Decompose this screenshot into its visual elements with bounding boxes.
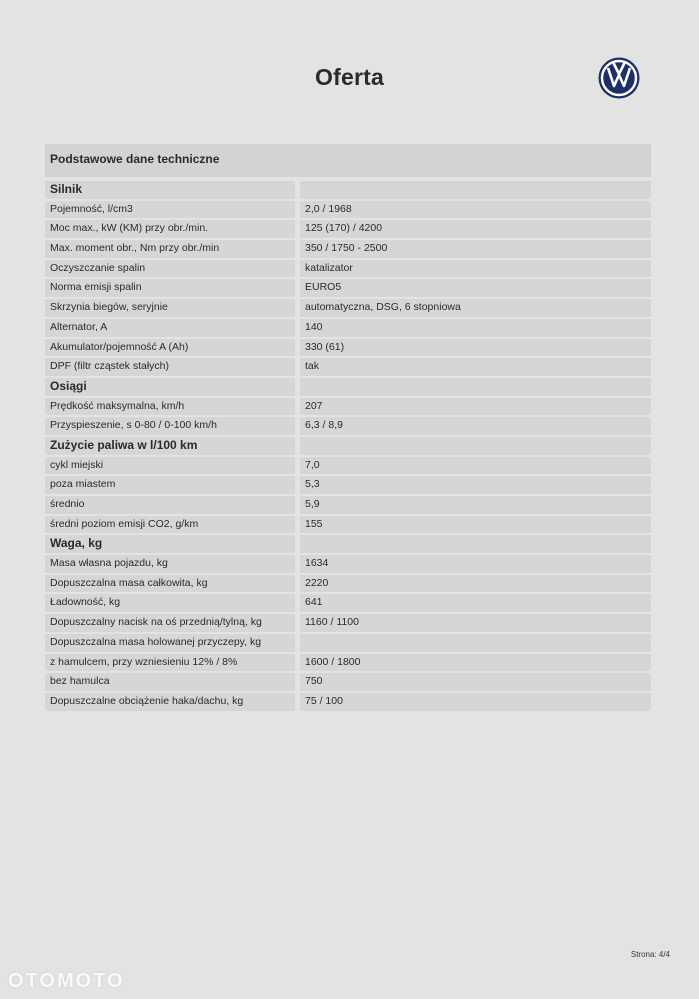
spec-value — [300, 378, 651, 396]
spec-value — [300, 535, 651, 553]
spec-value: 7,0 — [300, 457, 651, 475]
section-row — [45, 181, 651, 199]
spec-label: Przyspieszenie, s 0-80 / 0-100 km/h — [45, 417, 295, 435]
spec-row — [45, 634, 651, 652]
section-title: Silnik — [45, 181, 295, 199]
spec-value: 140 — [300, 319, 651, 337]
spec-value: 1160 / 1100 — [300, 614, 651, 632]
vw-logo-icon — [598, 57, 640, 99]
spec-row — [45, 496, 651, 514]
spec-row — [45, 279, 651, 297]
spec-label: Pojemność, l/cm3 — [45, 201, 295, 219]
spec-label: z hamulcem, przy wzniesieniu 12% / 8% — [45, 654, 295, 672]
spec-value: 350 / 1750 - 2500 — [300, 240, 651, 258]
spec-label: Dopuszczalne obciążenie haka/dachu, kg — [45, 693, 295, 711]
spec-label: Prędkość maksymalna, km/h — [45, 398, 295, 416]
section-row — [45, 437, 651, 455]
spec-rows — [45, 181, 651, 711]
section-row — [45, 378, 651, 396]
spec-value: 207 — [300, 398, 651, 416]
spec-label: Akumulator/pojemność A (Ah) — [45, 339, 295, 357]
spec-value: 75 / 100 — [300, 693, 651, 711]
spec-row — [45, 457, 651, 475]
spec-label: Ładowność, kg — [45, 594, 295, 612]
spec-row — [45, 594, 651, 612]
spec-label: Dopuszczalny nacisk na oś przednią/tylną, kg — [45, 614, 295, 632]
spec-row — [45, 299, 651, 317]
spec-row — [45, 398, 651, 416]
spec-row — [45, 417, 651, 435]
section-title: Waga, kg — [45, 535, 295, 553]
spec-label: cykl miejski — [45, 457, 295, 475]
spec-value: 2,0 / 1968 — [300, 201, 651, 219]
spec-row — [45, 339, 651, 357]
spec-label: Oczyszczanie spalin — [45, 260, 295, 278]
spec-label: Skrzynia biegów, seryjnie — [45, 299, 295, 317]
page-title: Oferta — [315, 64, 384, 90]
spec-row — [45, 260, 651, 278]
spec-table — [45, 144, 651, 713]
otomoto-watermark: OTOMOTO — [8, 970, 125, 992]
spec-row — [45, 555, 651, 573]
spec-value: 641 — [300, 594, 651, 612]
spec-value: 125 (170) / 4200 — [300, 220, 651, 238]
spec-value — [300, 437, 651, 455]
spec-value: tak — [300, 358, 651, 376]
spec-label: poza miastem — [45, 476, 295, 494]
table-header: Podstawowe dane techniczne — [45, 144, 651, 177]
spec-label: DPF (filtr cząstek stałych) — [45, 358, 295, 376]
spec-label: średnio — [45, 496, 295, 514]
spec-value — [300, 634, 651, 652]
spec-value: 330 (61) — [300, 339, 651, 357]
spec-value: EURO5 — [300, 279, 651, 297]
spec-row — [45, 614, 651, 632]
spec-value: 6,3 / 8,9 — [300, 417, 651, 435]
spec-value: automatyczna, DSG, 6 stopniowa — [300, 299, 651, 317]
section-title: Osiągi — [45, 378, 295, 396]
spec-value: 5,9 — [300, 496, 651, 514]
spec-value: 2220 — [300, 575, 651, 593]
spec-label: Moc max., kW (KM) przy obr./min. — [45, 220, 295, 238]
spec-value: 1600 / 1800 — [300, 654, 651, 672]
spec-row — [45, 476, 651, 494]
spec-label: Max. moment obr., Nm przy obr./min — [45, 240, 295, 258]
spec-value — [300, 181, 651, 199]
spec-label: Masa własna pojazdu, kg — [45, 555, 295, 573]
spec-row — [45, 220, 651, 238]
spec-row — [45, 240, 651, 258]
spec-value: 750 — [300, 673, 651, 691]
page-number: Strona: 4/4 — [630, 950, 670, 959]
spec-value: 1634 — [300, 555, 651, 573]
spec-row — [45, 201, 651, 219]
spec-row — [45, 575, 651, 593]
spec-label: Dopuszczalna masa holowanej przyczepy, kg — [45, 634, 295, 652]
spec-row — [45, 319, 651, 337]
spec-value: katalizator — [300, 260, 651, 278]
spec-row — [45, 516, 651, 534]
spec-label: Dopuszczalna masa całkowita, kg — [45, 575, 295, 593]
spec-row — [45, 358, 651, 376]
spec-label: Alternator, A — [45, 319, 295, 337]
section-title: Zużycie paliwa w l/100 km — [45, 437, 295, 455]
spec-label: średni poziom emisji CO2, g/km — [45, 516, 295, 534]
spec-value: 155 — [300, 516, 651, 534]
spec-row — [45, 673, 651, 691]
spec-label: bez hamulca — [45, 673, 295, 691]
section-row — [45, 535, 651, 553]
spec-row — [45, 693, 651, 711]
spec-value: 5,3 — [300, 476, 651, 494]
spec-label: Norma emisji spalin — [45, 279, 295, 297]
spec-row — [45, 654, 651, 672]
